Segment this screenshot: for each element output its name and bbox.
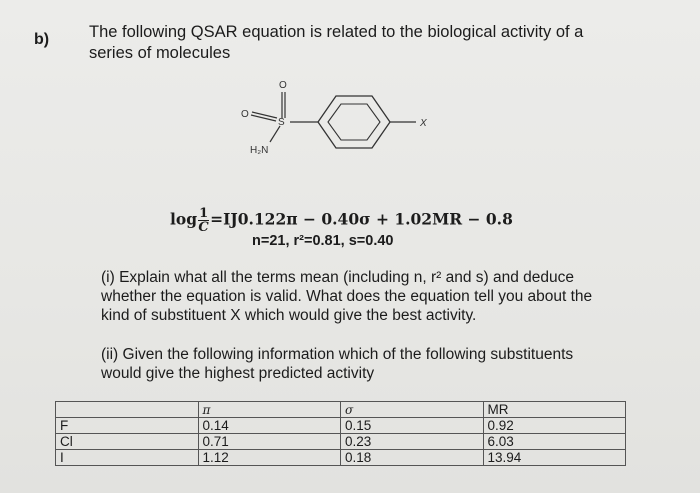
table-header xyxy=(56,402,199,418)
oxygen-top-label: O xyxy=(279,80,287,91)
table-header-sigma: σ xyxy=(341,402,484,418)
table-cell: 6.03 xyxy=(483,434,626,450)
table-cell: 0.18 xyxy=(341,450,484,466)
regression-stats: n=21, r²=0.81, s=0.40 xyxy=(252,233,394,249)
table-cell: 0.14 xyxy=(198,418,341,434)
oxygen-left-label: O xyxy=(241,109,249,120)
table-cell: F xyxy=(56,418,199,434)
table-header-mr: MR xyxy=(483,402,626,418)
table-header-pi: π xyxy=(198,402,341,418)
equation-log: log xyxy=(170,209,198,229)
part-i-line-3: kind of substituent X which would give the best activity. xyxy=(101,307,477,324)
table-row xyxy=(56,434,626,450)
table-row xyxy=(56,450,626,466)
table-cell: 1.12 xyxy=(198,450,341,466)
substituent-table xyxy=(55,401,626,466)
table-cell: 0.15 xyxy=(341,418,484,434)
table-cell: Cl xyxy=(56,434,199,450)
part-i-line-1: (i) Explain what all the terms mean (including n, r² and s) and deduce xyxy=(101,269,574,286)
amine-label: H₂N xyxy=(250,145,269,156)
equation-fraction xyxy=(198,207,209,234)
table-header-row xyxy=(56,402,626,418)
intro-line-2: series of molecules xyxy=(89,44,231,62)
question-label: b) xyxy=(34,31,50,48)
equation-rhs: =Ĳ0.122π − 0.40σ + 1.02MR − 0.8 xyxy=(210,209,513,229)
substituent-x-label: X xyxy=(420,118,427,129)
fraction-numerator: 1 xyxy=(199,206,209,221)
part-i-line-2: whether the equation is valid. What does the equation tell you about the xyxy=(101,288,593,305)
table-cell: 0.23 xyxy=(341,434,484,450)
fraction-denominator: C xyxy=(198,220,209,235)
sulfur-label: S xyxy=(278,117,285,128)
intro-line-1: The following QSAR equation is related to the biological activity of a xyxy=(89,23,584,41)
table-row xyxy=(56,418,626,434)
part-ii-line-1: (ii) Given the following information which of the following substituents xyxy=(101,346,574,363)
table-cell: I xyxy=(56,450,199,466)
table-cell: 0.92 xyxy=(483,418,626,434)
table-cell: 13.94 xyxy=(483,450,626,466)
qsar-equation xyxy=(170,207,513,234)
sulfonamide-structure xyxy=(230,74,430,164)
part-ii-line-2: would give the highest predicted activity xyxy=(101,365,375,382)
table-cell: 0.71 xyxy=(198,434,341,450)
